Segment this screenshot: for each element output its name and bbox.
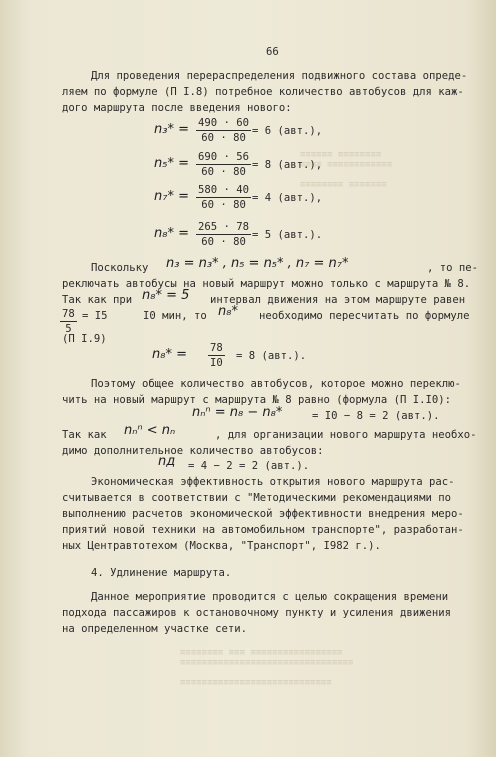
paragraph-line: Так как при [62, 294, 133, 306]
formula-lhs: n₅* = [154, 156, 189, 171]
section-heading: 4. Удлинение маршрута. [91, 567, 232, 579]
paragraph-line: Для проведения перераспределения подвижного состава опреде- [91, 70, 468, 82]
paragraph-line: дого маршрута после введения нового: [62, 102, 292, 114]
fraction [196, 117, 251, 144]
paragraph-line: считывается в соответствии с "Методическими рекомендациями по [62, 492, 452, 504]
handwritten-formula: nₙⁿ < nₙ [124, 423, 176, 438]
numerator: 580 · 40 [198, 184, 250, 196]
paragraph-line: на определенном участке сети. [62, 623, 247, 635]
paragraph-line: приятий новой техники на автомобильном транспорте", разработан- [62, 524, 464, 536]
fraction [208, 342, 225, 369]
denominator: 5 [65, 323, 72, 335]
handwritten-formula: n₈* = 5 [142, 288, 190, 303]
formula-result: = 4 − 2 = 2 (авт.). [188, 460, 310, 472]
formula-result: = 5 (авт.). [252, 229, 323, 241]
fraction-result: = I5 [82, 310, 108, 322]
formula-result: = 4 (авт.), [252, 192, 323, 204]
formula-reference: (П I.9) [62, 333, 107, 345]
paragraph-line: Данное мероприятие проводится с целью сокращения времени [91, 591, 449, 603]
formula-result: = 8 (авт.), [252, 159, 323, 171]
formula-lhs: n₇* = [154, 189, 189, 204]
formula-lhs: n₃* = [154, 122, 189, 137]
bleed-through: ≡≡≡≡≡≡≡≡ ≡≡≡ ≡≡≡≡≡≡≡≡≡≡≡≡≡≡≡≡≡ ≡≡≡≡≡≡≡≡≡≡≡≡≡≡≡≡≡≡≡≡≡≡≡≡≡≡≡≡≡≡≡≡ ≡≡≡≡≡≡≡≡≡≡≡≡≡≡≡≡≡≡≡≡≡≡≡≡≡≡≡≡ [180, 648, 354, 688]
paragraph-line: димо дополнительное количество автобусов: [62, 445, 324, 457]
handwritten-formula: n₃ = n₃* , n₅ = n₅* , n₇ = n₇* [166, 256, 349, 271]
paragraph-line: ных Центравтотехом (Москва, "Транспорт", I982 г.). [62, 540, 381, 552]
fraction [196, 151, 251, 178]
formula-lhs: n₈* = [154, 226, 189, 241]
fraction [60, 308, 77, 335]
numerator: 265 · 78 [198, 221, 250, 233]
fraction [196, 221, 251, 248]
paragraph-line: Поэтому общее количество автобусов, которое можно переклю- [91, 378, 461, 390]
text-since-end: , то пе- [427, 262, 479, 274]
denominator: I0 [210, 357, 223, 369]
paragraph-line: подхода пассажиров к остановочному пункту и усиления движения [62, 607, 452, 619]
handwritten-formula: nд [158, 454, 176, 469]
formula-result: = I0 − 8 = 2 (авт.). [312, 410, 440, 422]
paragraph-line: необходимо пересчитать по формуле [259, 310, 470, 322]
denominator: 60 · 80 [201, 236, 246, 248]
paragraph-line: выполнению расчетов экономической эффективности внедрения меро- [62, 508, 464, 520]
formula-result: = 6 (авт.), [252, 125, 323, 137]
formula-result: = 8 (авт.). [236, 350, 307, 362]
paragraph-line: , для организации нового маршрута необхо- [215, 429, 477, 441]
bleed-through: ≡≡≡≡≡≡ ≡≡≡≡≡≡≡≡ ≡≡≡≡ ≡≡≡≡≡≡≡≡≡≡≡≡ ≡≡≡≡≡≡≡≡ ≡≡≡≡≡≡≡ [300, 150, 393, 190]
denominator: 60 · 80 [201, 166, 246, 178]
paragraph-line: Экономическая эффективность открытия нового маршрута рас- [91, 476, 455, 488]
handwritten-formula: n₈* [218, 304, 238, 319]
text-since: Поскольку [91, 262, 149, 274]
fraction [196, 184, 251, 211]
paragraph-line: чить на новый маршрут с маршрута № 8 равно (формула (П I.I0): [62, 394, 452, 406]
paragraph-line: ляем по формуле (П I.8) потребное количество автобусов для каж- [62, 86, 464, 98]
numerator: 490 · 60 [198, 117, 250, 129]
denominator: 60 · 80 [201, 132, 246, 144]
numerator: 78 [62, 308, 75, 320]
paragraph-line: интервал движения на этом маршруте равен [210, 294, 466, 306]
numerator: 690 · 56 [198, 151, 250, 163]
text-since2: Так как [62, 429, 107, 441]
page-number: 66 [266, 46, 279, 58]
denominator: 60 · 80 [201, 199, 246, 211]
formula-lhs: n₈* = [152, 347, 187, 362]
handwritten-formula: nₙⁿ = n₈ − n₈* [192, 405, 283, 420]
numerator: 78 [210, 342, 223, 354]
paragraph-line: I0 мин, то [143, 310, 207, 322]
paragraph-line: реключать автобусы на новый маршрут можно только с маршрута № 8. [62, 278, 471, 290]
